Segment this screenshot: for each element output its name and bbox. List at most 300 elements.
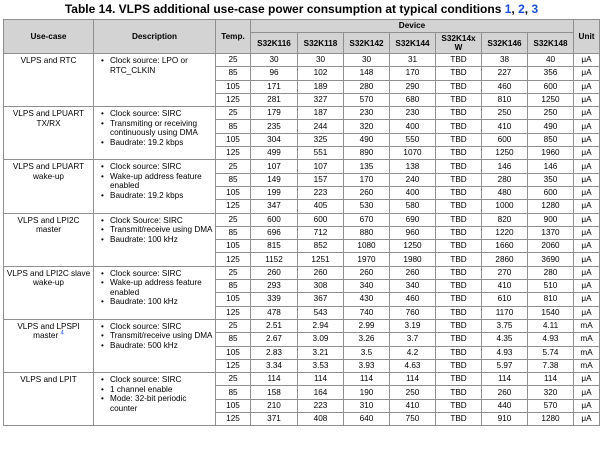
header-unit: Unit xyxy=(574,20,600,54)
bullet-icon: • xyxy=(101,321,104,331)
unit-cell: μA xyxy=(574,160,600,173)
temp-cell: 125 xyxy=(216,93,251,106)
use-case-cell xyxy=(4,54,94,107)
header-device-5: S32K14x W xyxy=(436,33,482,54)
power-consumption-table xyxy=(3,19,600,426)
value-cell-s32k148: 320 xyxy=(528,386,574,399)
table-row xyxy=(4,373,600,386)
value-cell-s32k116: 600 xyxy=(251,213,298,226)
unit-cell: μA xyxy=(574,413,600,426)
description-item xyxy=(101,321,213,332)
value-cell-s32k142: 170 xyxy=(344,173,390,186)
value-cell-s32k148: 1540 xyxy=(528,306,574,319)
value-cell-s32k142: 670 xyxy=(344,213,390,226)
description-item xyxy=(101,118,213,138)
temp-cell: 125 xyxy=(216,306,251,319)
description-item xyxy=(101,394,213,413)
value-cell-s32k148: 4.11 xyxy=(528,319,574,332)
table-title xyxy=(0,0,603,18)
value-cell-s32k118: 164 xyxy=(298,386,344,399)
value-cell-s32k142: 1970 xyxy=(344,253,390,266)
unit-cell: μA xyxy=(574,133,600,146)
use-case-label: VLPS and LPSPI master xyxy=(17,321,80,341)
description-cell xyxy=(94,107,216,160)
value-cell-s32k142: 530 xyxy=(344,200,390,213)
value-cell-s32k148: 510 xyxy=(528,280,574,293)
value-cell-s32k142: 1080 xyxy=(344,240,390,253)
use-case-label: VLPS and LPI2C master xyxy=(17,215,80,235)
unit-cell: μA xyxy=(574,147,600,160)
description-text: Clock source: SIRC xyxy=(110,109,182,119)
description-text: Wake-up address feature enabled xyxy=(110,171,202,191)
value-cell-s32k144: 3.7 xyxy=(390,333,436,346)
value-cell-s32k116: 96 xyxy=(251,67,298,80)
value-cell-s32k14x-w: TBD xyxy=(436,333,482,346)
value-cell-s32k148: 600 xyxy=(528,80,574,93)
value-cell-s32k118: 223 xyxy=(298,186,344,199)
value-cell-s32k116: 2.51 xyxy=(251,319,298,332)
temp-cell: 25 xyxy=(216,213,251,226)
value-cell-s32k146: 610 xyxy=(482,293,528,306)
value-cell-s32k116: 696 xyxy=(251,226,298,239)
value-cell-s32k116: 371 xyxy=(251,413,298,426)
value-cell-s32k144: 31 xyxy=(390,54,436,67)
description-item xyxy=(101,234,213,245)
description-item xyxy=(101,109,213,119)
description-text: Clock source: SIRC xyxy=(110,321,182,331)
title-separator: , xyxy=(511,2,519,16)
value-cell-s32k144: 170 xyxy=(390,67,436,80)
value-cell-s32k116: 171 xyxy=(251,80,298,93)
description-item xyxy=(101,162,213,172)
value-cell-s32k144: 3.19 xyxy=(390,319,436,332)
unit-cell: μA xyxy=(574,93,600,106)
value-cell-s32k142: 3.26 xyxy=(344,333,390,346)
value-cell-s32k118: 2.94 xyxy=(298,319,344,332)
value-cell-s32k146: 260 xyxy=(482,386,528,399)
unit-cell: μA xyxy=(574,54,600,67)
value-cell-s32k118: 408 xyxy=(298,413,344,426)
value-cell-s32k144: 4.63 xyxy=(390,359,436,372)
header-device-2: S32K118 xyxy=(298,33,344,54)
value-cell-s32k14x-w: TBD xyxy=(436,160,482,173)
unit-cell: μA xyxy=(574,253,600,266)
value-cell-s32k142: 340 xyxy=(344,280,390,293)
value-cell-s32k116: 179 xyxy=(251,107,298,120)
value-cell-s32k148: 1280 xyxy=(528,200,574,213)
value-cell-s32k146: 4.35 xyxy=(482,333,528,346)
use-case-cell xyxy=(4,213,94,266)
value-cell-s32k118: 244 xyxy=(298,120,344,133)
use-case-cell xyxy=(4,266,94,319)
value-cell-s32k118: 551 xyxy=(298,147,344,160)
value-cell-s32k148: 5.74 xyxy=(528,346,574,359)
description-cell xyxy=(94,266,216,319)
value-cell-s32k14x-w: TBD xyxy=(436,107,482,120)
value-cell-s32k148: 810 xyxy=(528,293,574,306)
value-cell-s32k14x-w: TBD xyxy=(436,373,482,386)
description-cell xyxy=(94,213,216,266)
value-cell-s32k116: 158 xyxy=(251,386,298,399)
value-cell-s32k144: 250 xyxy=(390,386,436,399)
bullet-icon: • xyxy=(101,215,104,225)
value-cell-s32k14x-w: TBD xyxy=(436,54,482,67)
value-cell-s32k146: 4.93 xyxy=(482,346,528,359)
temp-cell: 105 xyxy=(216,346,251,359)
temp-cell: 85 xyxy=(216,173,251,186)
temp-cell: 105 xyxy=(216,133,251,146)
unit-cell: μA xyxy=(574,373,600,386)
value-cell-s32k118: 30 xyxy=(298,54,344,67)
value-cell-s32k116: 2.83 xyxy=(251,346,298,359)
value-cell-s32k146: 1220 xyxy=(482,226,528,239)
description-text: Transmit/receive using DMA xyxy=(110,331,213,341)
temp-cell: 105 xyxy=(216,186,251,199)
unit-cell: μA xyxy=(574,107,600,120)
value-cell-s32k116: 149 xyxy=(251,173,298,186)
temp-cell: 85 xyxy=(216,67,251,80)
value-cell-s32k116: 3.34 xyxy=(251,359,298,372)
description-text: Baudrate: 500 kHz xyxy=(110,340,178,350)
value-cell-s32k148: 40 xyxy=(528,54,574,67)
value-cell-s32k142: 890 xyxy=(344,147,390,160)
unit-cell: mA xyxy=(574,359,600,372)
description-list xyxy=(96,375,213,413)
header-use-case: Use-case xyxy=(4,20,94,54)
value-cell-s32k146: 1250 xyxy=(482,147,528,160)
value-cell-s32k148: 4.93 xyxy=(528,333,574,346)
value-cell-s32k144: 1250 xyxy=(390,240,436,253)
use-case-cell xyxy=(4,319,94,372)
title-separator: , xyxy=(524,2,532,16)
table-row xyxy=(4,107,600,120)
temp-cell: 105 xyxy=(216,399,251,412)
value-cell-s32k144: 400 xyxy=(390,120,436,133)
bullet-icon: • xyxy=(101,268,104,278)
unit-cell: μA xyxy=(574,186,600,199)
unit-cell: μA xyxy=(574,120,600,133)
description-cell xyxy=(94,54,216,107)
value-cell-s32k14x-w: TBD xyxy=(436,173,482,186)
value-cell-s32k146: 810 xyxy=(482,93,528,106)
value-cell-s32k116: 815 xyxy=(251,240,298,253)
footnote-link-3[interactable]: 3 xyxy=(531,2,539,16)
footnote-link-1[interactable]: 1 xyxy=(504,2,512,16)
value-cell-s32k148: 1280 xyxy=(528,413,574,426)
value-cell-s32k146: 146 xyxy=(482,160,528,173)
value-cell-s32k118: 852 xyxy=(298,240,344,253)
value-cell-s32k116: 347 xyxy=(251,200,298,213)
value-cell-s32k144: 4.2 xyxy=(390,346,436,359)
value-cell-s32k146: 480 xyxy=(482,186,528,199)
description-list xyxy=(96,322,213,351)
value-cell-s32k146: 820 xyxy=(482,213,528,226)
value-cell-s32k146: 2860 xyxy=(482,253,528,266)
value-cell-s32k116: 499 xyxy=(251,147,298,160)
temp-cell: 125 xyxy=(216,200,251,213)
unit-cell: μA xyxy=(574,240,600,253)
temp-cell: 25 xyxy=(216,373,251,386)
value-cell-s32k14x-w: TBD xyxy=(436,266,482,279)
unit-cell: mA xyxy=(574,346,600,359)
value-cell-s32k118: 107 xyxy=(298,160,344,173)
unit-cell: μA xyxy=(574,266,600,279)
value-cell-s32k118: 600 xyxy=(298,213,344,226)
value-cell-s32k118: 189 xyxy=(298,80,344,93)
value-cell-s32k14x-w: TBD xyxy=(436,359,482,372)
value-cell-s32k118: 405 xyxy=(298,200,344,213)
value-cell-s32k116: 235 xyxy=(251,120,298,133)
value-cell-s32k148: 280 xyxy=(528,266,574,279)
value-cell-s32k142: 148 xyxy=(344,67,390,80)
bullet-icon: • xyxy=(101,109,104,119)
value-cell-s32k142: 30 xyxy=(344,54,390,67)
use-case-label: VLPS and LPI2C slave wake-up xyxy=(6,268,91,288)
description-item xyxy=(101,278,213,297)
value-cell-s32k146: 114 xyxy=(482,373,528,386)
value-cell-s32k14x-w: TBD xyxy=(436,240,482,253)
value-cell-s32k148: 356 xyxy=(528,67,574,80)
bullet-icon: • xyxy=(101,225,104,235)
bullet-icon: • xyxy=(101,340,104,350)
description-list xyxy=(96,162,213,200)
description-item xyxy=(101,331,213,341)
bullet-icon: • xyxy=(101,375,104,385)
value-cell-s32k14x-w: TBD xyxy=(436,226,482,239)
temp-cell: 125 xyxy=(216,147,251,160)
temp-cell: 85 xyxy=(216,333,251,346)
value-cell-s32k142: 3.5 xyxy=(344,346,390,359)
value-cell-s32k144: 550 xyxy=(390,133,436,146)
unit-cell: μA xyxy=(574,226,600,239)
value-cell-s32k14x-w: TBD xyxy=(436,346,482,359)
value-cell-s32k116: 260 xyxy=(251,266,298,279)
value-cell-s32k146: 440 xyxy=(482,399,528,412)
bullet-icon: • xyxy=(101,234,104,244)
temp-cell: 105 xyxy=(216,293,251,306)
value-cell-s32k146: 270 xyxy=(482,266,528,279)
table-row xyxy=(4,54,600,67)
description-text: Clock source: LPO or RTC_CLKIN xyxy=(110,56,188,75)
description-item xyxy=(101,225,213,235)
value-cell-s32k118: 327 xyxy=(298,93,344,106)
header-description: Description xyxy=(94,20,216,54)
unit-cell: mA xyxy=(574,333,600,346)
unit-cell: mA xyxy=(574,319,600,332)
description-text: Mode: 32-bit periodic counter xyxy=(110,394,187,413)
value-cell-s32k144: 1070 xyxy=(390,147,436,160)
temp-cell: 85 xyxy=(216,386,251,399)
unit-cell: μA xyxy=(574,280,600,293)
value-cell-s32k142: 640 xyxy=(344,413,390,426)
value-cell-s32k148: 350 xyxy=(528,173,574,186)
bullet-icon: • xyxy=(101,56,104,65)
unit-cell: μA xyxy=(574,306,600,319)
value-cell-s32k146: 38 xyxy=(482,54,528,67)
description-text: Baudrate: 19.2 kbps xyxy=(110,190,184,200)
value-cell-s32k144: 690 xyxy=(390,213,436,226)
description-item xyxy=(101,56,213,75)
description-text: Baudrate: 19.2 kbps xyxy=(110,137,184,147)
value-cell-s32k14x-w: TBD xyxy=(436,319,482,332)
value-cell-s32k14x-w: TBD xyxy=(436,200,482,213)
value-cell-s32k14x-w: TBD xyxy=(436,80,482,93)
description-item xyxy=(101,137,213,148)
description-item xyxy=(101,215,213,226)
value-cell-s32k116: 210 xyxy=(251,399,298,412)
value-cell-s32k14x-w: TBD xyxy=(436,213,482,226)
value-cell-s32k148: 7.38 xyxy=(528,359,574,372)
value-cell-s32k118: 187 xyxy=(298,107,344,120)
bullet-icon: • xyxy=(101,331,104,341)
value-cell-s32k142: 2.99 xyxy=(344,319,390,332)
value-cell-s32k14x-w: TBD xyxy=(436,67,482,80)
unit-cell: μA xyxy=(574,67,600,80)
value-cell-s32k146: 910 xyxy=(482,413,528,426)
description-text: Wake-up address feature enabled xyxy=(110,278,202,297)
value-cell-s32k142: 135 xyxy=(344,160,390,173)
bullet-icon: • xyxy=(101,118,104,128)
bullet-icon: • xyxy=(101,394,104,404)
value-cell-s32k142: 230 xyxy=(344,107,390,120)
value-cell-s32k144: 580 xyxy=(390,200,436,213)
value-cell-s32k142: 570 xyxy=(344,93,390,106)
value-cell-s32k14x-w: TBD xyxy=(436,93,482,106)
bullet-icon: • xyxy=(101,278,104,288)
value-cell-s32k146: 460 xyxy=(482,80,528,93)
value-cell-s32k144: 400 xyxy=(390,186,436,199)
value-cell-s32k142: 320 xyxy=(344,120,390,133)
value-cell-s32k14x-w: TBD xyxy=(436,186,482,199)
value-cell-s32k146: 280 xyxy=(482,173,528,186)
table-row xyxy=(4,213,600,226)
value-cell-s32k144: 230 xyxy=(390,107,436,120)
temp-cell: 85 xyxy=(216,280,251,293)
value-cell-s32k118: 712 xyxy=(298,226,344,239)
description-list xyxy=(96,56,213,75)
value-cell-s32k144: 760 xyxy=(390,306,436,319)
value-cell-s32k148: 250 xyxy=(528,107,574,120)
temp-cell: 85 xyxy=(216,120,251,133)
value-cell-s32k118: 3.21 xyxy=(298,346,344,359)
value-cell-s32k118: 260 xyxy=(298,266,344,279)
unit-cell: μA xyxy=(574,293,600,306)
value-cell-s32k148: 3690 xyxy=(528,253,574,266)
description-text: Clock source: SIRC xyxy=(110,162,182,172)
description-item xyxy=(101,375,213,385)
value-cell-s32k116: 30 xyxy=(251,54,298,67)
description-cell xyxy=(94,373,216,426)
description-cell xyxy=(94,160,216,213)
value-cell-s32k118: 157 xyxy=(298,173,344,186)
value-cell-s32k148: 2060 xyxy=(528,240,574,253)
use-case-label: VLPS and RTC xyxy=(20,56,77,65)
value-cell-s32k116: 199 xyxy=(251,186,298,199)
value-cell-s32k148: 850 xyxy=(528,133,574,146)
value-cell-s32k118: 543 xyxy=(298,306,344,319)
temp-cell: 125 xyxy=(216,253,251,266)
value-cell-s32k118: 1251 xyxy=(298,253,344,266)
use-case-label: VLPS and LPIT xyxy=(20,375,77,385)
header-device-6: S32K146 xyxy=(482,33,528,54)
value-cell-s32k148: 490 xyxy=(528,120,574,133)
temp-cell: 125 xyxy=(216,359,251,372)
use-case-cell xyxy=(4,107,94,160)
description-item xyxy=(101,268,213,279)
value-cell-s32k144: 290 xyxy=(390,80,436,93)
description-text: Baudrate: 100 kHz xyxy=(110,234,178,244)
value-cell-s32k144: 960 xyxy=(390,226,436,239)
value-cell-s32k142: 260 xyxy=(344,186,390,199)
footnote-link-2[interactable]: 2 xyxy=(518,2,525,16)
temp-cell: 85 xyxy=(216,226,251,239)
description-cell xyxy=(94,319,216,372)
value-cell-s32k142: 740 xyxy=(344,306,390,319)
value-cell-s32k146: 410 xyxy=(482,120,528,133)
value-cell-s32k144: 240 xyxy=(390,173,436,186)
value-cell-s32k116: 293 xyxy=(251,280,298,293)
value-cell-s32k144: 750 xyxy=(390,413,436,426)
description-item xyxy=(101,171,213,191)
value-cell-s32k118: 325 xyxy=(298,133,344,146)
value-cell-s32k118: 3.09 xyxy=(298,333,344,346)
temp-cell: 105 xyxy=(216,240,251,253)
value-cell-s32k146: 5.97 xyxy=(482,359,528,372)
value-cell-s32k14x-w: TBD xyxy=(436,399,482,412)
value-cell-s32k14x-w: TBD xyxy=(436,413,482,426)
value-cell-s32k116: 107 xyxy=(251,160,298,173)
description-list xyxy=(96,269,213,307)
value-cell-s32k118: 308 xyxy=(298,280,344,293)
value-cell-s32k148: 570 xyxy=(528,399,574,412)
value-cell-s32k144: 460 xyxy=(390,293,436,306)
value-cell-s32k118: 102 xyxy=(298,67,344,80)
description-item xyxy=(101,340,213,351)
value-cell-s32k144: 680 xyxy=(390,93,436,106)
value-cell-s32k148: 146 xyxy=(528,160,574,173)
value-cell-s32k146: 600 xyxy=(482,133,528,146)
value-cell-s32k116: 339 xyxy=(251,293,298,306)
bullet-icon: • xyxy=(101,297,104,307)
description-text: Clock source: SIRC xyxy=(110,375,182,385)
use-case-cell xyxy=(4,373,94,426)
temp-cell: 25 xyxy=(216,266,251,279)
footnote-link-4[interactable]: 4 xyxy=(60,330,64,337)
value-cell-s32k144: 138 xyxy=(390,160,436,173)
table-body xyxy=(4,54,600,426)
header-device: Device xyxy=(251,20,574,33)
table-row xyxy=(4,319,600,332)
value-cell-s32k116: 281 xyxy=(251,93,298,106)
value-cell-s32k14x-w: TBD xyxy=(436,306,482,319)
description-text: Baudrate: 100 kHz xyxy=(110,297,178,307)
value-cell-s32k116: 478 xyxy=(251,306,298,319)
bullet-icon: • xyxy=(101,171,104,181)
value-cell-s32k14x-w: TBD xyxy=(436,133,482,146)
unit-cell: μA xyxy=(574,386,600,399)
description-item xyxy=(101,190,213,201)
bullet-icon: • xyxy=(101,162,104,172)
value-cell-s32k142: 430 xyxy=(344,293,390,306)
value-cell-s32k142: 280 xyxy=(344,80,390,93)
description-text: 1 channel enable xyxy=(110,384,173,394)
use-case-label: VLPS and LPUART TX/RX xyxy=(12,109,85,128)
value-cell-s32k14x-w: TBD xyxy=(436,147,482,160)
table-row xyxy=(4,160,600,173)
header-device-7: S32K148 xyxy=(528,33,574,54)
description-text: Clock Source: SIRC xyxy=(110,215,183,225)
value-cell-s32k146: 1660 xyxy=(482,240,528,253)
